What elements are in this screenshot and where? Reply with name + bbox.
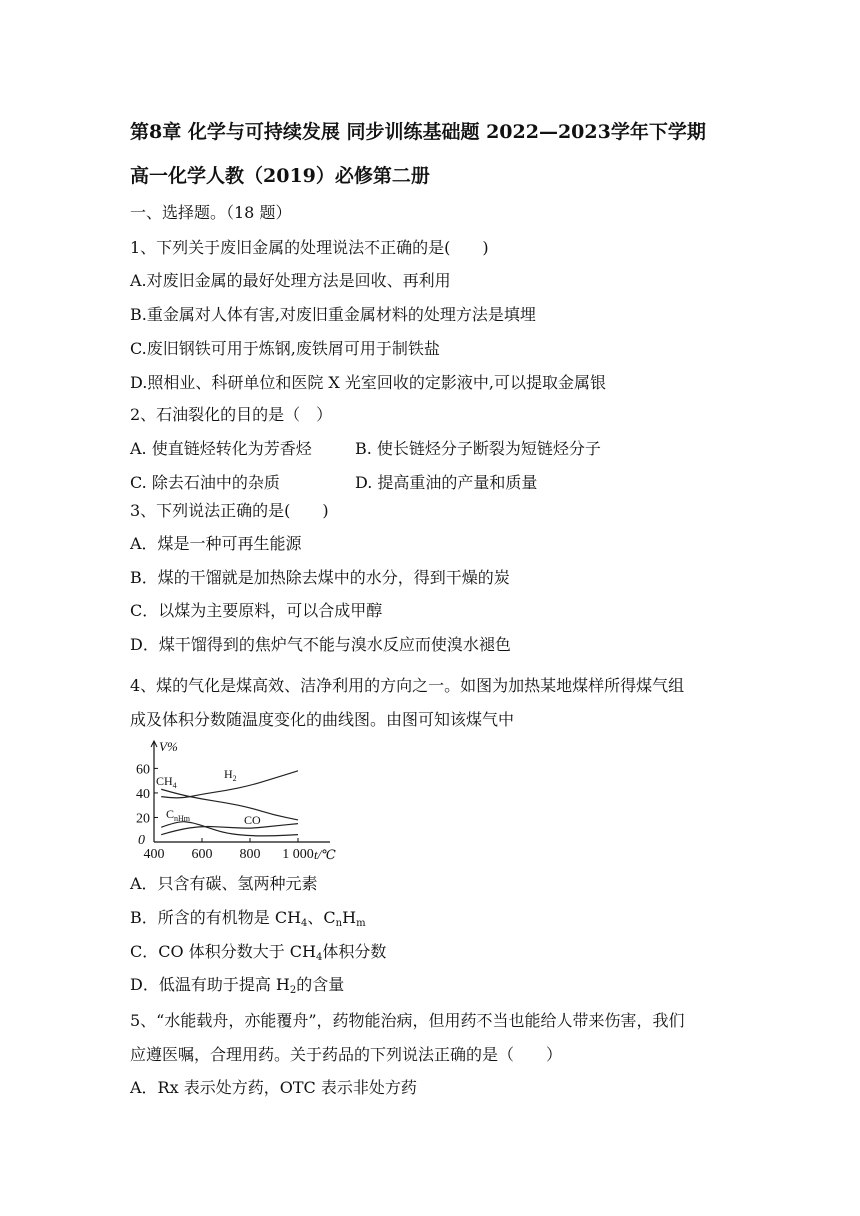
question-stem: 1、下列关于废旧金属的处理说法不正确的是( ) [130, 238, 489, 257]
option-b: B.重金属对人体有害,对废旧重金属材料的处理方法是填埋 [130, 305, 536, 324]
coal-gas-chart [132, 738, 336, 862]
subscript: 4 [315, 952, 323, 963]
x-axis-label: t/℃ [314, 847, 336, 862]
option-a: A．煤是一种可再生能源 [130, 534, 302, 553]
chart-labels [156, 767, 261, 827]
y-tick-label: 20 [136, 811, 150, 827]
section-heading: 一、选择题。（18 题） [130, 203, 292, 222]
y-tick-label: 0 [138, 833, 145, 848]
option-d-text: D．低温有助于提高 H [130, 975, 290, 994]
option-c: C.废旧钢铁可用于炼钢,废铁屑可用于制铁盐 [130, 339, 440, 358]
option-d [130, 974, 344, 996]
option-d-text: 的含量 [296, 975, 345, 994]
series-label-co: CO [244, 813, 261, 827]
option-a: A. 使直链烃转化为芳香烃 [130, 439, 312, 458]
option-b-text: B．所含的有机物是 CH [130, 908, 302, 927]
option-c-text: C．CO 体积分数大于 CH [130, 942, 316, 961]
question-stem-line-1: 4、煤的气化是煤高效、洁净利用的方向之一。如图为加热某地煤样所得煤气组 [130, 676, 685, 695]
option-d: D. 提高重油的产量和质量 [355, 473, 538, 492]
x-tick-label: 400 [143, 847, 165, 862]
y-axis-label: V% [159, 739, 178, 754]
option-b: B．煤的干馏就是加热除去煤中的水分，得到干燥的炭 [130, 568, 510, 587]
title-line-1: 第8章 化学与可持续发展 同步训练基础题 2022—2023学年下学期 [130, 121, 706, 143]
option-b [130, 907, 366, 929]
x-tick-label: 1 000 [282, 847, 314, 862]
option-a: A．只含有碳、氢两种元素 [130, 874, 318, 893]
subscript: m [356, 918, 366, 929]
subscript: 2 [289, 985, 297, 996]
x-tick-label: 600 [191, 847, 213, 862]
option-b-text: 、C [307, 908, 336, 927]
subscript: n [335, 918, 343, 929]
option-c-text: 体积分数 [322, 942, 387, 961]
question-stem-line-1: 5、“水能载舟，亦能覆舟”，药物能治病，但用药不当也能给人带来伤害，我们 [130, 1011, 685, 1030]
option-b: B. 使长链烃分子断裂为短链烃分子 [355, 439, 601, 458]
y-tick-label: 40 [136, 786, 150, 802]
series-label-h2: $H_2$ [224, 767, 237, 783]
option-a: A．Rx 表示处方药，OTC 表示非处方药 [130, 1078, 417, 1097]
question-stem: 2、石油裂化的目的是（ ） [130, 405, 333, 424]
option-d: D．煤干馏得到的焦炉气不能与溴水反应而使溴水褪色 [130, 635, 511, 654]
option-d: D.照相业、科研单位和医院 X 光室回收的定影液中,可以提取金属银 [130, 373, 606, 392]
title-line-2: 高一化学人教（2019）必修第二册 [130, 165, 430, 187]
series-label-ch4: $CH_4$ [156, 774, 177, 790]
question-stem: 3、下列说法正确的是( ) [130, 501, 329, 520]
series-label-cnhm: $C_{nH}m$ [166, 807, 191, 823]
option-a: A.对废旧金属的最好处理方法是回收、再利用 [130, 271, 451, 290]
option-b-text: H [342, 908, 357, 927]
x-tick-label: 800 [239, 847, 261, 862]
option-c [130, 941, 386, 963]
y-tick-label: 60 [136, 762, 150, 778]
question-stem-line-2: 应遵医嘱，合理用药。关于药品的下列说法正确的是（ ） [130, 1045, 563, 1064]
option-c: C．以煤为主要原料，可以合成甲醇 [130, 601, 383, 620]
question-stem-line-2: 成及体积分数随温度变化的曲线图。由图可知该煤气中 [130, 710, 515, 729]
series-line-cnhm [161, 822, 298, 836]
option-c: C. 除去石油中的杂质 [130, 473, 280, 492]
chart-axes [136, 739, 336, 862]
subscript: 4 [301, 918, 308, 929]
